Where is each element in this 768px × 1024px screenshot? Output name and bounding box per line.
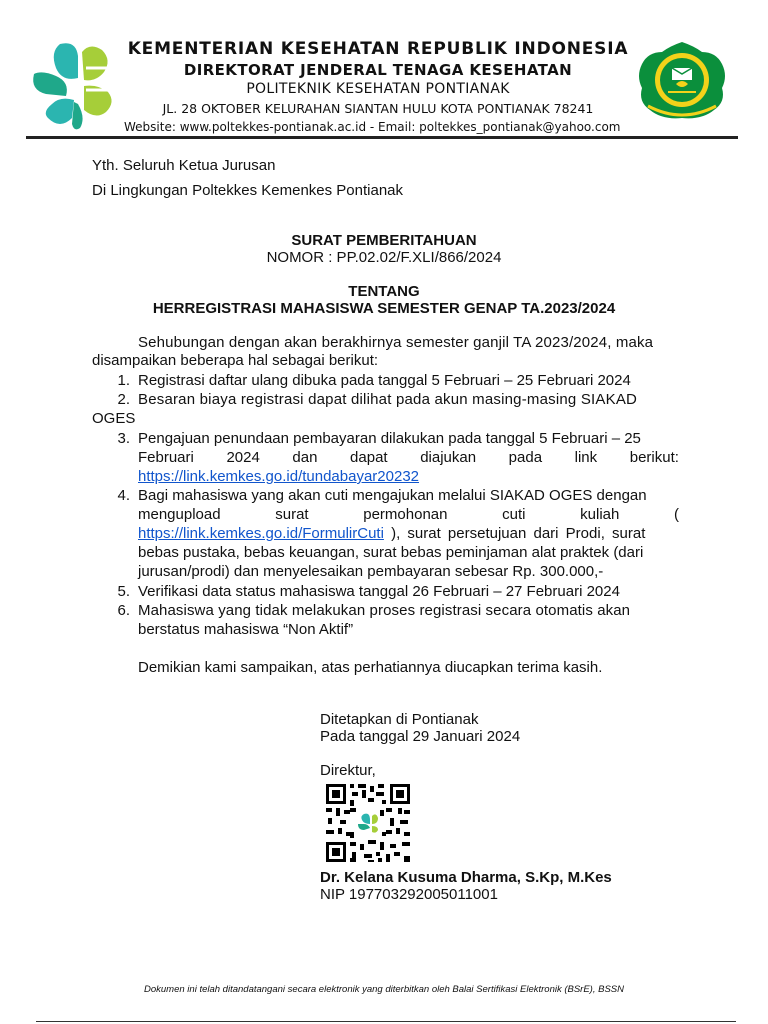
signature-role: Direktur, <box>320 762 376 779</box>
signatory-nip: NIP 197703292005011001 <box>320 886 498 903</box>
institution-address: JL. 28 OKTOBER KELURAHAN SIANTAN HULU KOTA PONTIANAK 78241 <box>162 101 594 116</box>
item-4-word: surat <box>275 506 309 523</box>
footer-divider <box>36 1021 736 1022</box>
item-4-text-line-3 <box>138 524 679 543</box>
item-2-number: 2. <box>117 391 130 408</box>
poltekkes-emblem-icon <box>636 40 728 120</box>
item-4-word: permohonan <box>363 506 448 523</box>
item-1-number: 1. <box>117 372 130 389</box>
qr-code-icon <box>324 782 412 864</box>
recipient-line-1: Yth. Seluruh Ketua Jurusan <box>92 157 276 174</box>
item-2-text-line-2: OGES <box>92 410 136 427</box>
item-4-word: cuti <box>502 506 526 523</box>
item-3-text-line-2 <box>138 448 679 467</box>
item-5-text: Verifikasi data status mahasiswa tanggal 26 Februari – 27 Februari 2024 <box>138 583 620 600</box>
kemenkes-logo-icon <box>26 38 120 132</box>
directorate-name: DIREKTORAT JENDERAL TENAGA KESEHATAN <box>183 61 573 79</box>
letterhead-text <box>122 38 634 136</box>
signatory-name: Dr. Kelana Kusuma Dharma, S.Kp, M.Kes <box>320 869 612 886</box>
item-4-text-line-2 <box>138 505 679 524</box>
letter-about: TENTANG <box>348 283 420 300</box>
item-6-text-line-2: berstatus mahasiswa “Non Aktif” <box>138 621 354 638</box>
item-4-word: kuliah <box>580 506 620 523</box>
item-3-word: berikut: <box>629 449 679 466</box>
item-4-text-line-1: Bagi mahasiswa yang akan cuti mengajukan melalui SIAKAD OGES dengan <box>138 487 647 504</box>
intro-line-2: disampaikan beberapa hal sebagai berikut: <box>92 352 379 369</box>
recipient-line-2: Di Lingkungan Poltekkes Kemenkes Pontianak <box>92 182 404 199</box>
signature-date: Pada tanggal 29 Januari 2024 <box>320 728 521 745</box>
item-5-number: 5. <box>117 583 130 600</box>
e-signature-notice: Dokumen ini telah ditandatangani secara elektronik yang diterbitkan oleh Balai Sertifikasi Elektronik (BSrE), BSSN <box>144 984 624 995</box>
item-6-text-line-1: Mahasiswa yang tidak melakukan proses registrasi secara otomatis akan <box>138 602 631 619</box>
letter-number: NOMOR : PP.02.02/F.XLI/866/2024 <box>266 249 502 266</box>
item-4-text-line-3-rest: ), surat persetujuan dari Prodi, surat <box>383 525 646 542</box>
letterhead-divider <box>26 136 738 139</box>
item-3-word: Februari <box>138 449 194 466</box>
item-3-word: dan <box>292 449 318 466</box>
item-4-word: ( <box>674 506 679 523</box>
item-4-text-line-5: jurusan/prodi) dan menyelesaikan pembayaran sebesar Rp. 300.000,- <box>138 563 604 580</box>
institution-contact: Website: www.poltekkes-pontianak.ac.id - Email: poltekkes_pontianak@yahoo.com <box>124 120 621 134</box>
item-3-word: diajukan <box>420 449 477 466</box>
item-4-word: mengupload <box>138 506 221 523</box>
item-3-word: pada <box>508 449 543 466</box>
item-1-text: Registrasi daftar ulang dibuka pada tanggal 5 Februari – 25 Februari 2024 <box>138 372 631 389</box>
closing-text: Demikian kami sampaikan, atas perhatiannya diucapkan terima kasih. <box>138 659 603 676</box>
ministry-name: KEMENTERIAN KESEHATAN REPUBLIK INDONESIA <box>127 39 629 59</box>
item-4-number: 4. <box>117 487 130 504</box>
letter-subject: HERREGISTRASI MAHASISWA SEMESTER GENAP TA.2023/2024 <box>152 300 616 317</box>
item-3-word: 2024 <box>226 449 260 466</box>
item-3-number: 3. <box>117 430 130 447</box>
item-4-text-line-4: bebas pustaka, bebas keuangan, surat bebas peminjaman alat praktek (dari <box>138 544 644 561</box>
institution-name: POLITEKNIK KESEHATAN PONTIANAK <box>246 81 510 97</box>
signature-place: Ditetapkan di Pontianak <box>320 711 479 728</box>
letter-title: SURAT PEMBERITAHUAN <box>291 232 477 249</box>
letterhead <box>0 0 768 140</box>
deferral-link[interactable]: https://link.kemkes.go.id/tundabayar20232 <box>138 468 420 485</box>
intro-text-1: Sehubungan dengan akan berakhirnya semester ganjil TA 2023/2024, maka <box>138 334 654 351</box>
item-6-number: 6. <box>117 602 130 619</box>
intro-line-1 <box>138 333 679 352</box>
item-3-word: link <box>574 449 598 466</box>
item-3-word: dapat <box>350 449 388 466</box>
item-2-text-line-1: Besaran biaya registrasi dapat dilihat pada akun masing-masing SIAKAD <box>138 391 638 408</box>
item-3-text-line-1: Pengajuan penundaan pembayaran dilakukan pada tanggal 5 Februari – 25 <box>138 430 641 447</box>
leave-form-link[interactable]: https://link.kemkes.go.id/FormulirCuti <box>138 525 384 542</box>
